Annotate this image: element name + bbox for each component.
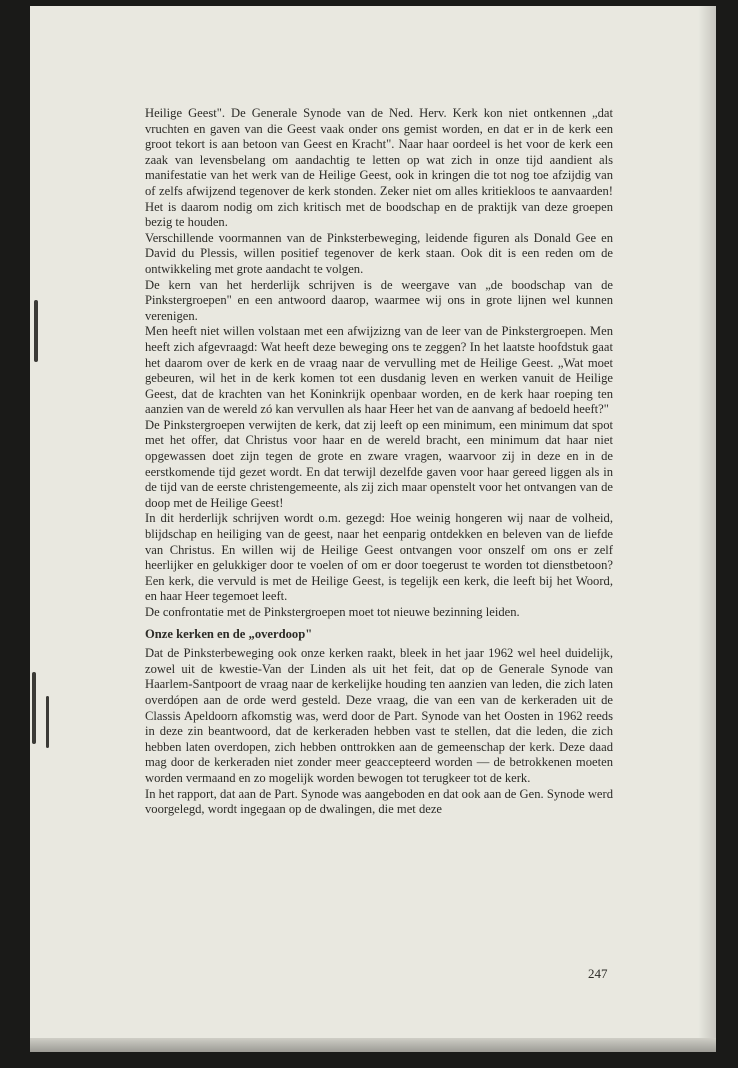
paragraph-1: Heilige Geest". De Generale Synode van de Ned. Herv. Kerk kon niet ontkennen „dat vruchten en gaven van die Geest vaak onder ons gemist worden, en dat er in de kerk een groot tekort is aan betoon van Geest en Kracht". Naar haar oordeel is het voor de kerk een zaak van levensbelang om aandachtig te letten op wat zich in onze tijd aandient als manifestatie van het werk van de Heilige Geest, ook in kringen die tot nog toe afzijdig van of zelfs afwijzend tegenover de kerk stonden. Zeker niet om alles kritiekloos te aanvaarden! Het is daarom nodig om zich kritisch met de boodschap en de praktijk van deze groepen bezig te houden.	[145, 106, 613, 230]
paragraph-6: In dit herderlijk schrijven wordt o.m. gezegd: Hoe weinig hongeren wij naar de volheid, blijdschap en heiliging van de geest, naar het eenparig ontdekken en beleven van de liefde van Christus. En willen wij de Heilige Geest ontvangen voor onszelf om ons er zelf heerlijker en gelukkiger door te voelen of om er door toegerust te worden tot dienstbetoon? Een kerk, die vervuld is met de Heilige Geest, is tegelijk een kerk, die leeft bij het Woord, en haar Heer tegemoet leeft.	[145, 511, 613, 604]
paragraph-9: In het rapport, dat aan de Part. Synode was aangeboden en dat ook aan de Gen. Synode werd voorgelegd, wordt ingegaan op de dwalingen, die met deze	[145, 786, 613, 817]
paragraph-3: De kern van het herderlijk schrijven is de weergave van „de boodschap van de Pinkstergroepen" en een antwoord daarop, waarmee wij ons in grote lijnen wel kunnen verenigen.	[145, 277, 613, 323]
paragraph-8: Dat de Pinksterbeweging ook onze kerken raakt, bleek in het jaar 1962 wel heel duidelijk, zowel uit de kwestie-Van der Linden als uit het feit, dat op de Generale Synode van Haarlem-Santpoort de vraag naar de kerkelijke houding ten aanzien van leden, die zich laten overdópen aan de orde werd gesteld. Deze vraag, die van een van de kerkeraden uit de Classis Apeldoorn afkomstig was, werd door de Part. Synode van het Oosten in 1962 reeds in deze zin beantwoord, dat de kerkeraden hebben vast te stellen, dat die leden, die zich hebben laten overdopen, zich hebben onttrokken aan de gemeenschap der kerk. Deze daad mag door de kerkeraden niet zonder meer geaccepteerd worden — de betrokkenen moeten worden vermaand en zo mogelijk worden bewogen tot terugkeer tot de kerk.	[145, 646, 613, 785]
paragraph-2: Verschillende voormannen van de Pinksterbeweging, leidende figuren als Donald Gee en David du Plessis, willen positief tegenover de kerk staan. Ook dit is een reden om de ontwikkeling met grote aandacht te volgen.	[145, 230, 613, 276]
book-page	[30, 6, 716, 1052]
page-number: 247	[588, 966, 608, 981]
binding-mark-top	[34, 300, 38, 362]
paragraph-7: De confrontatie met de Pinkstergroepen moet tot nieuwe bezinning leiden.	[145, 605, 520, 619]
binding-mark-middle	[32, 672, 36, 744]
paragraph-4: Men heeft niet willen volstaan met een afwijzizng van de leer van de Pinkstergroepen. Men heeft zich afgevraagd: Wat heeft deze beweging ons te zeggen? In het laatste hoofdstuk gaat het daarom over de kerk en de vraag naar de vervulling met de Heilige Geest. „Wat moet gebeuren, wil het in de kerk komen tot een dusdanig leven en werken vanuit de Heilige Geest, dat de krachten van het Koninkrijk openbaar worden, en de kerk haar roeping ten aanzien van de wereld zó kan vervullen als haar Heer het van de aanvang af bedoeld heeft?"	[145, 324, 613, 417]
paragraph-5: De Pinkstergroepen verwijten de kerk, dat zij leeft op een minimum, een minimum dat spot met het offer, dat Christus voor haar en de wereld bracht, een minimum dat haar niet opgewassen doet zijn tegen de grote en zware vragen, waarvoor zij in deze en in de eerstkomende tijd gezet wordt. En dat terwijl dezelfde gaven voor haar gereed liggen als in de tijd van de eerste christengemeente, als zij zich maar openstelt voor het ontvangen van de doop met de Heilige Geest!	[145, 417, 613, 510]
page-bottom-edge	[30, 1038, 716, 1052]
section-heading: Onze kerken en de „overdoop"	[145, 626, 313, 641]
binding-mark-lower	[46, 696, 49, 748]
body-text	[145, 106, 613, 818]
page-shadow	[698, 6, 716, 1052]
